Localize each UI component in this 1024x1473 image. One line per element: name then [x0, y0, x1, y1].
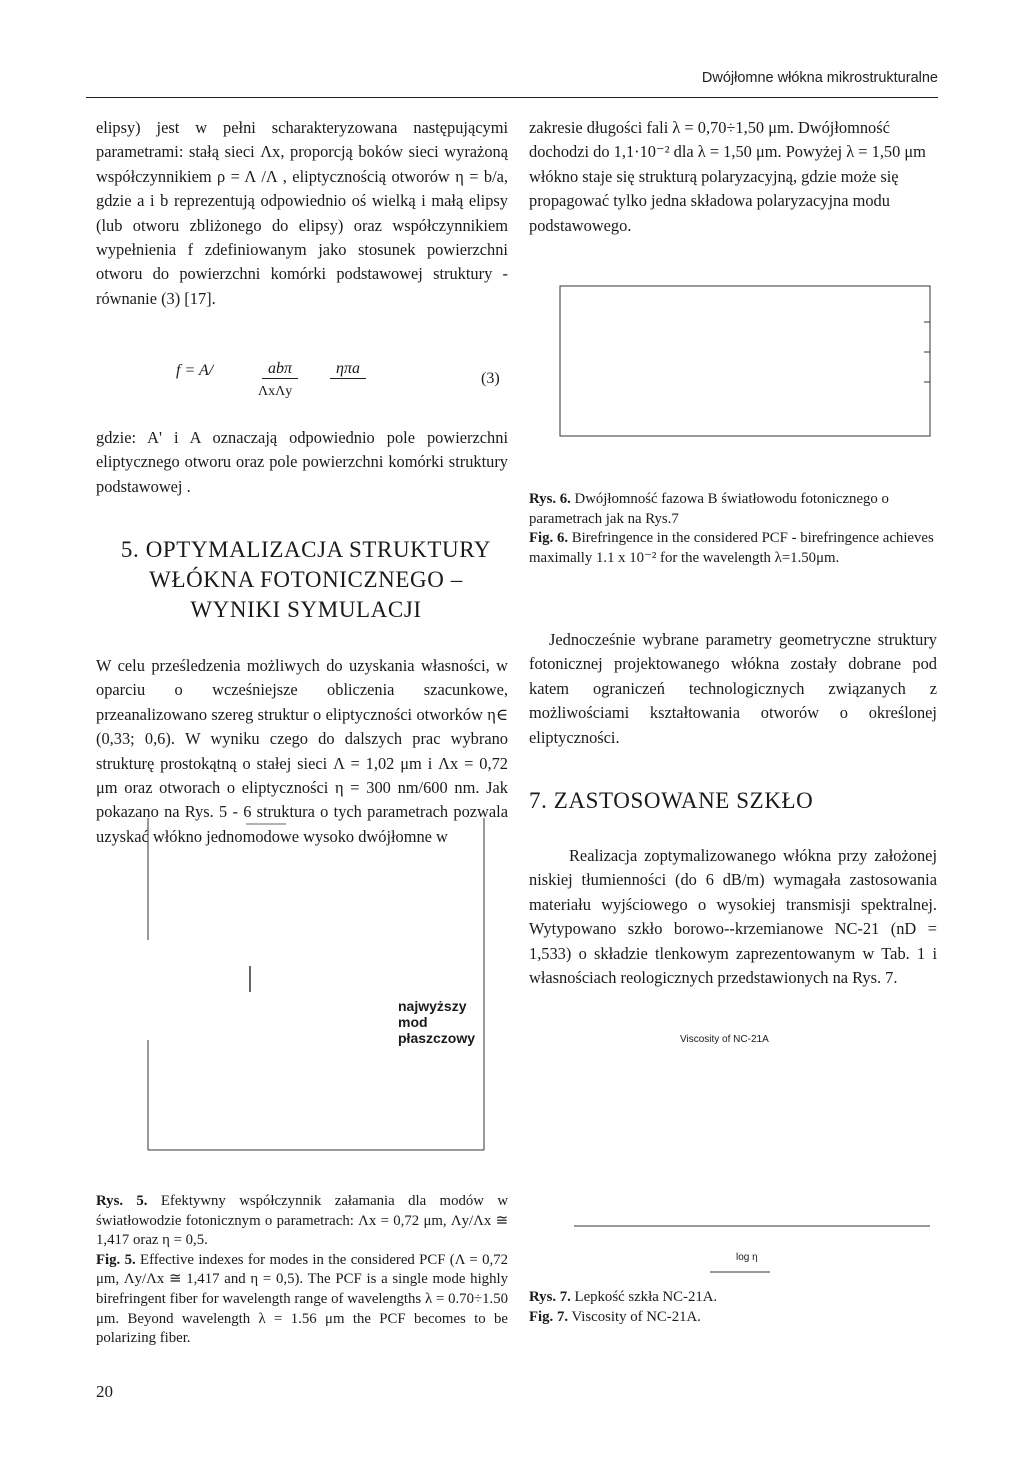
- figure-5-plot: [146, 810, 486, 1155]
- equation-numerator-1: abπ: [262, 360, 298, 379]
- figure-7-axis-label: log η: [736, 1252, 758, 1263]
- page-number: 20: [96, 1382, 113, 1401]
- right-paragraph-1: zakresie długości fali λ = 0,70÷1,50 μm. Dwójłomność dochodzi do 1,1·10⁻² dla λ = 1,50 μm. Powyżej λ = 1,50 μm włókno staje się strukturą polaryzacyjną, gdzie może się propagować tylko jedna składowa polaryzacyjna modu podstawowego.: [529, 118, 926, 235]
- equation-number: (3): [481, 370, 500, 387]
- figure-5: [146, 810, 486, 1155]
- right-paragraph-3: Realizacja zoptymalizowanego włókna przy założonej niskiej tłumienności (do 6 dB/m) wymagała zastosowania materiału wyjściowego o wysokiej transmisji spektralnej. Wytypowano szkło borowo--krzemianowe NC-21 (nD = 1,533) o składzie tlenkowym zaprezentowanym w Tab. 1 i własnościach reologicznych przedstawionych na Rys. 7.: [529, 846, 937, 988]
- heading-line-1: 5. OPTYMALIZACJA STRUKTURY: [120, 537, 492, 562]
- figure-6-caption: [529, 490, 937, 568]
- caption-pl-label: Rys. 7.: [529, 1289, 571, 1305]
- figure-7-title: Viscosity of NC-21A: [680, 1034, 769, 1045]
- figure-5-annotation: [398, 998, 475, 1046]
- heading-line-2: WŁÓKNA FOTONICZNEGO –: [149, 567, 463, 592]
- left-paragraph-3: W celu prześledzenia możliwych do uzyskania własności, w oparciu o wcześniejsze obliczenia szacunkowe, przeanalizowano szereg struktur o eliptyczności otworków η∈ (0,33; 0,6). W wyniku czego do dalszych prac wybrano strukturę prostokątną o stałej sieci Λ = 1,02 μm i Λx = 0,72 μm oraz otworach o eliptyczności η = 300 nm/600 nm. Jak pokazano na Rys. 5 - 6 struktura o tych parametrach pozwala uzyskać włókno jednomodowe wysoko dwójłomne w: [96, 656, 508, 846]
- figure-6: [556, 282, 934, 442]
- caption-pl-label: Rys. 5.: [96, 1193, 148, 1209]
- section-5-heading: [96, 535, 516, 625]
- annotation-line-1: najwyższy: [398, 998, 467, 1014]
- caption-en-text: Viscosity of NC-21A.: [571, 1308, 701, 1325]
- section-7-heading: 7. ZASTOSOWANE SZKŁO: [529, 788, 814, 813]
- figure-6-plot: [556, 282, 934, 442]
- equation-numerator-2: ηπa: [330, 360, 366, 379]
- annotation-line-3: płaszczowy: [398, 1030, 476, 1046]
- equation-3: [176, 356, 516, 406]
- caption-en-text: Birefringence in the considered PCF - birefringence achieves maximally 1.1 x 10⁻² for the wavelength λ=1.50μm.: [529, 530, 934, 566]
- caption-pl-text: Dwójłomność fazowa B światłowodu fotonicznego o parametrach jak na Rys.7: [529, 491, 889, 527]
- caption-pl-text: Lepkość szkła NC-21A.: [574, 1289, 718, 1305]
- figure-7: [560, 1026, 936, 1276]
- heading-line-3: WYNIKI SYMULACJI: [190, 597, 422, 622]
- caption-en-label: Fig. 6.: [529, 530, 569, 547]
- left-paragraph-1: elipsy) jest w pełni scharakteryzowana następującymi parametrami: stałą sieci Λx, proporcją boków sieci wyrażoną współczynnikiem ρ = Λ /Λ , eliptycznością otworów η = b/a, gdzie a i b reprezentują odpowiednio oś wielką i małą elipsy (lub otworu zbliżonego do elipsy) oraz współczynnikiem wypełnienia f zdefiniowanym jako stosunek powierzchni otworu do powierzchni komórki podstawowej struktury - równanie (3) [17].: [96, 118, 508, 308]
- caption-pl-text: Efektywny współczynnik załamania dla modów w światłowodzie fotonicznym o parametrach: Λx = 0,72 μm, Λy/Λx ≅ 1,417 oraz η = 0,5.: [96, 1193, 509, 1249]
- left-paragraph-2: gdzie: A' i A oznaczają odpowiednio pole powierzchni eliptycznego otworu oraz pole powierzchni komórki struktury podstawowej .: [96, 428, 508, 496]
- right-paragraph-2: Jednocześnie wybrane parametry geometryczne struktury fotonicznej projektowanego włókna zostały dobrane pod katem ograniczeń technologicznych związanych z możliwościami kształtowania otworów o określonej eliptyczności.: [529, 630, 937, 747]
- annotation-line-2: mod: [398, 1014, 428, 1030]
- figure-5-caption: [96, 1192, 508, 1349]
- equation-lhs: f = A/: [176, 362, 214, 379]
- figure-7-caption: [529, 1288, 937, 1327]
- running-title: Dwójłomne włókna mikrostrukturalne: [701, 70, 938, 86]
- caption-en-label: Fig. 5.: [96, 1251, 136, 1268]
- caption-pl-label: Rys. 6.: [529, 491, 571, 507]
- equation-denominator: ΛxΛy: [258, 384, 293, 399]
- figure-7-plot: [560, 1026, 936, 1276]
- header-rule: [86, 97, 938, 98]
- caption-en-label: Fig. 7.: [529, 1308, 569, 1325]
- caption-en-text: Effective indexes for modes in the considered PCF (Λ = 0,72 μm, Λy/Λx ≅ 1,417 and η = 0,5). The PCF is a single mode highly birefringent fiber for wavelength range of wavelengths λ = 0.70÷1.50 μm. Beyond wavelength λ = 1.56 μm the PCF becomes to be polarizing fiber.: [96, 1251, 508, 1347]
